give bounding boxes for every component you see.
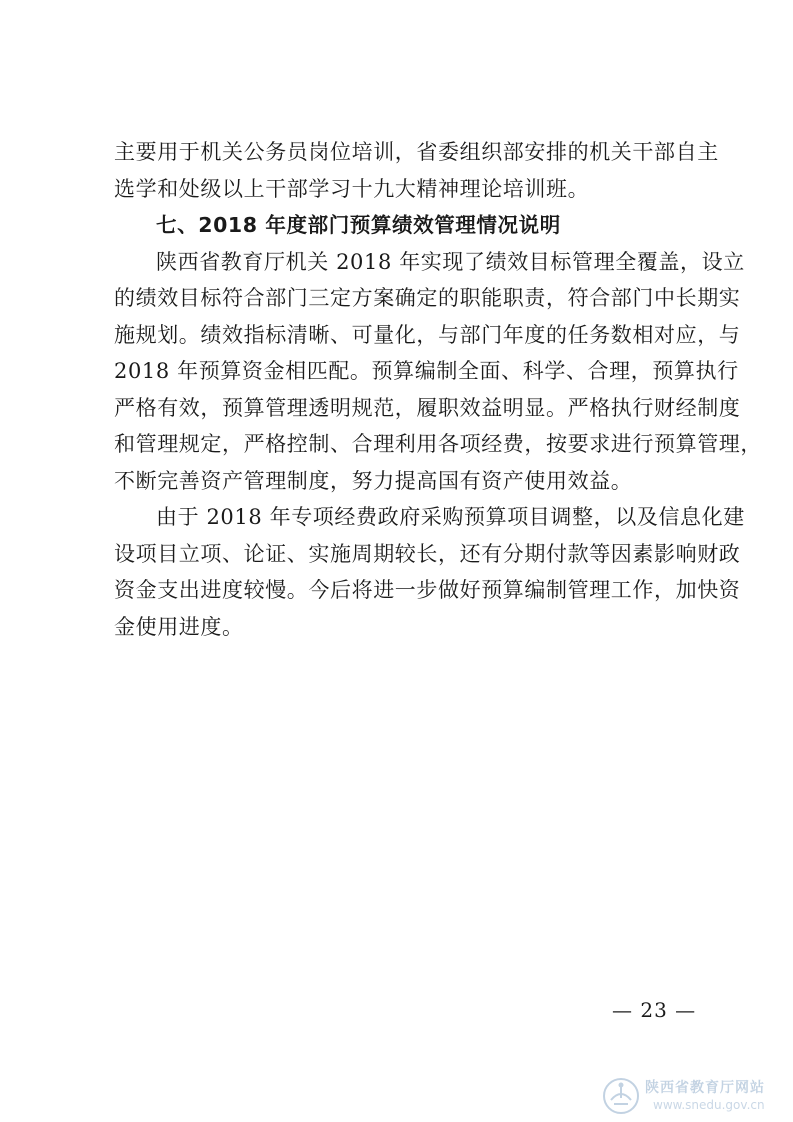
section-heading: 七、2018 年度部门预算绩效管理情况说明 xyxy=(156,213,561,237)
text-line: 陕西省教育厅机关 2018 年实现了绩效目标管理全覆盖，设立 xyxy=(156,249,745,274)
text-line: 2018 年预算资金相匹配。预算编制全面、科学、合理，预算执行 xyxy=(114,359,739,383)
watermark-url: www.snedu.gov.cn xyxy=(653,1098,765,1112)
watermark-title: 陕西省教育厅网站 xyxy=(645,1080,765,1096)
text-line: 和管理规定，严格控制、合理利用各项经费，按要求进行预算管理， xyxy=(114,432,762,456)
education-department-logo-icon xyxy=(601,1076,641,1116)
page-number: — 23 — xyxy=(612,998,697,1022)
text-line: 选学和处级以上干部学习十九大精神理论培训班。 xyxy=(114,176,590,201)
text-line: 严格有效，预算管理透明规范，履职效益明显。严格执行财经制度 xyxy=(114,395,741,420)
text-line: 主要用于机关公务员岗位培训，省委组织部安排的机关干部自主 xyxy=(114,140,719,164)
text-line: 的绩效目标符合部门三定方案确定的职能职责，符合部门中长期实 xyxy=(114,286,741,310)
text-line: 资金支出进度较慢。今后将进一步做好预算编制管理工作，加快资 xyxy=(114,578,741,602)
text-line: 不断完善资产管理制度，努力提高国有资产使用效益。 xyxy=(114,468,633,493)
text-line: 施规划。绩效指标清晰、可量化，与部门年度的任务数相对应，与 xyxy=(114,322,741,347)
body-text xyxy=(114,134,762,645)
text-line: 由于 2018 年专项经费政府采购预算项目调整，以及信息化建 xyxy=(156,505,745,529)
site-watermark xyxy=(601,1072,793,1122)
text-line: 设项目立项、论证、实施周期较长，还有分期付款等因素影响财政 xyxy=(114,541,741,566)
text-line: 金使用进度。 xyxy=(114,614,244,639)
